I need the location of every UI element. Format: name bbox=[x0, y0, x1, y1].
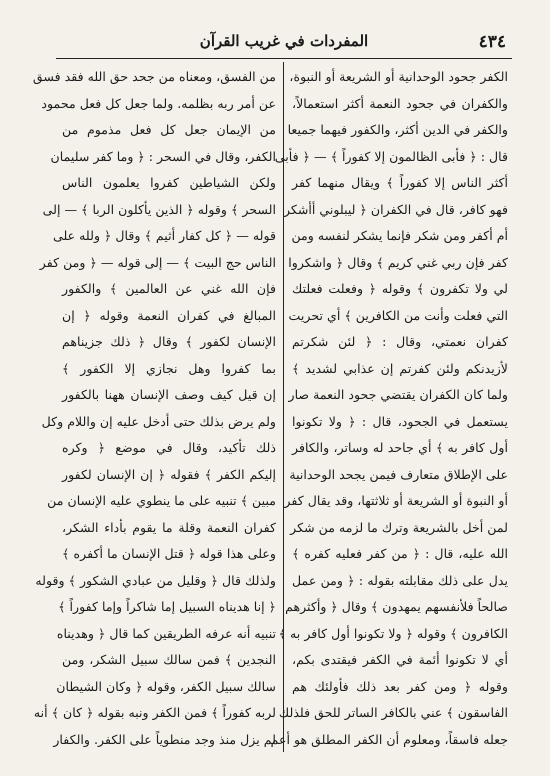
text-line: ولذلك قال ﴿ وقليل من عبادي الشكور ﴾ وقوله bbox=[35, 572, 276, 588]
text-line: أول كافر به ﴾ أي جاحد له وساتر، والكافر bbox=[292, 440, 508, 455]
text-line: الفاسقون ﴾ عني بالكافر الساتر للحق فلذلك bbox=[278, 705, 508, 720]
text-line: قال : ﴿ فأبى الظالمون إلا كفوراً ﴾ — ﴿ فأبى bbox=[274, 148, 508, 164]
text-line: ولم يرض بذلك حتى أدخل عليه إن واللام وكل bbox=[41, 413, 276, 429]
text-line: على الإطلاق متعارف فيمن يجحد الوحدانية bbox=[289, 466, 508, 482]
text-line: ﴿ إنا هديناه السبيل إما شاكراً وإما كفوراً ﴾ bbox=[58, 599, 276, 614]
text-line: كفران نعمتي، وقال : ﴿ لئن شكرتم bbox=[292, 334, 508, 349]
right-column bbox=[270, 64, 508, 756]
text-line: إليكم الكفر ﴾ فقوله ﴿ إن الإنسان لكفور bbox=[62, 466, 276, 482]
text-line: ولما كان الكفران يقتضي جحود النعمة صار bbox=[288, 387, 508, 402]
text-line: الكفر جحود الوحدانية أو الشريعة أو النبوة، bbox=[289, 69, 508, 84]
text-line: وعلى هذا قوله ﴿ قتل الإنسان ما أكفره ﴾ bbox=[62, 546, 276, 561]
text-line: كفران النعمة وقلة ما يقوم بأداء الشكر، bbox=[62, 519, 276, 535]
text-line: الكفر، وقال في السحر : ﴿ وما كفر سليمان bbox=[50, 148, 276, 164]
text-line: فهو كافر، قال في الكفران ﴿ ليبلوني أأشكر bbox=[283, 201, 508, 217]
text-line: سالك سبيل الكفر، وقوله ﴿ وكان الشيطان bbox=[56, 678, 276, 694]
text-line: الناس حج البيت ﴾ — إلى قوله — ﴿ ومن كفر bbox=[39, 254, 276, 270]
text-line: جعله فاسقاً، ومعلوم أن الكفر المطلق هو أعم bbox=[270, 731, 508, 747]
text-line: يستعمل في الجحود، قال : ﴿ ولا تكونوا bbox=[292, 413, 508, 429]
text-line: تنبيه أنه عرفه الطريقين كما قال ﴿ وهديناه bbox=[56, 625, 276, 641]
text-line: التي فعلت وأنت من الكافرين ﴾ أي تحريت bbox=[288, 307, 508, 323]
text-line: ولكن الشياطين كفروا يعلمون الناس bbox=[62, 175, 276, 190]
page-number: ٤٣٤ bbox=[478, 32, 506, 52]
text-line: لمن أخل بالشريعة وترك ما لزمه من شكر bbox=[290, 519, 508, 535]
text-line: ذلك تأكيد، وقال في موضع ﴿ وكره bbox=[62, 440, 276, 455]
text-line: أكثر الناس إلا كفوراً ﴾ ويقال منهما كفر bbox=[292, 175, 508, 190]
text-line: الله عليه، قال : ﴿ من كفر فعليه كفره ﴾ bbox=[292, 546, 508, 561]
text-line: الإنسان لكفور ﴾ وقال ﴿ ذلك جزيناهم bbox=[62, 334, 276, 349]
text-line: لي ولا تكفرون ﴾ وقوله ﴿ وفعلت فعلتك bbox=[292, 281, 508, 296]
text-line: من الفسق، ومعناه من جحد حق الله فقد فسق bbox=[32, 69, 276, 84]
text-line: إن قيل كيف وصف الإنسان ههنا بالكفور bbox=[62, 387, 276, 402]
text-line: أم أكفر ومن شكر فإنما يشكر لنفسه ومن bbox=[291, 228, 508, 243]
text-line: النجدين ﴾ فمن سالك سبيل الشكر، ومن bbox=[62, 652, 276, 667]
text-line: لربه كفوراً ﴾ فمن الكفر ونبه بقوله ﴿ كان ﴾ أنه bbox=[33, 705, 276, 720]
text-line: بما كفروا وهل نجازي إلا الكفور ﴾ bbox=[62, 360, 276, 376]
header-rule bbox=[56, 58, 512, 59]
text-line: قوله — ﴿ كل كفار أثيم ﴾ وقال ﴿ ولله على bbox=[53, 228, 276, 243]
text-line: فإن الله غني عن العالمين ﴾ والكفور bbox=[62, 281, 276, 296]
text-line: لم يزل منذ وجد منطوياً على الكفر. والكفار bbox=[53, 731, 276, 747]
text-line: مبين ﴾ تنبيه على ما ينطوي عليه الإنسان من bbox=[47, 493, 276, 508]
text-line: كفر فإن ربي غني كريم ﴾ وقال ﴿ واشكروا bbox=[288, 254, 508, 270]
text-line: أو النبوة أو الشريعة أو ثلاثتها، وقد يقال كفر bbox=[284, 493, 508, 508]
text-line: المبالغ في كفران النعمة وقوله ﴿ إن bbox=[62, 307, 276, 323]
text-line: السحر ﴾ وقوله ﴿ الذين يأكلون الربا ﴾ — إلى bbox=[42, 201, 276, 217]
text-line: من الإيمان جعل كل فعل مذموم من bbox=[62, 122, 276, 137]
text-line: الكافرون ﴾ وقوله ﴿ ولا تكونوا أول كافر به ﴾ bbox=[278, 625, 508, 641]
text-line: لأزيدنكم ولئن كفرتم إن عذابي لشديد ﴾ bbox=[292, 360, 508, 376]
column-divider bbox=[283, 62, 284, 752]
text-line: صالحاً فلأنفسهم يمهدون ﴾ وقال ﴿ وأكثرهم bbox=[285, 599, 508, 614]
text-line: عن أمر ربه بظلمه. ولما جعل كل فعل محمود bbox=[41, 95, 276, 111]
text-line: والكفر في الدين أكثر، والكفور فيهما جميعا bbox=[287, 122, 508, 137]
text-line: وقوله ﴿ ومن كفر بعد ذلك فأولئك هم bbox=[292, 678, 508, 694]
left-column bbox=[32, 64, 276, 756]
text-line: يدل على ذلك مقابلته بقوله : ﴿ ومن عمل bbox=[292, 572, 508, 588]
running-title: المفردات في غريب القرآن bbox=[199, 32, 369, 50]
text-line: والكفران في جحود النعمة أكثر استعمالاً، bbox=[292, 95, 508, 111]
text-line: أي لا تكونوا أئمة في الكفر فيقتدى بكم، bbox=[292, 652, 508, 667]
page-header bbox=[56, 30, 512, 54]
